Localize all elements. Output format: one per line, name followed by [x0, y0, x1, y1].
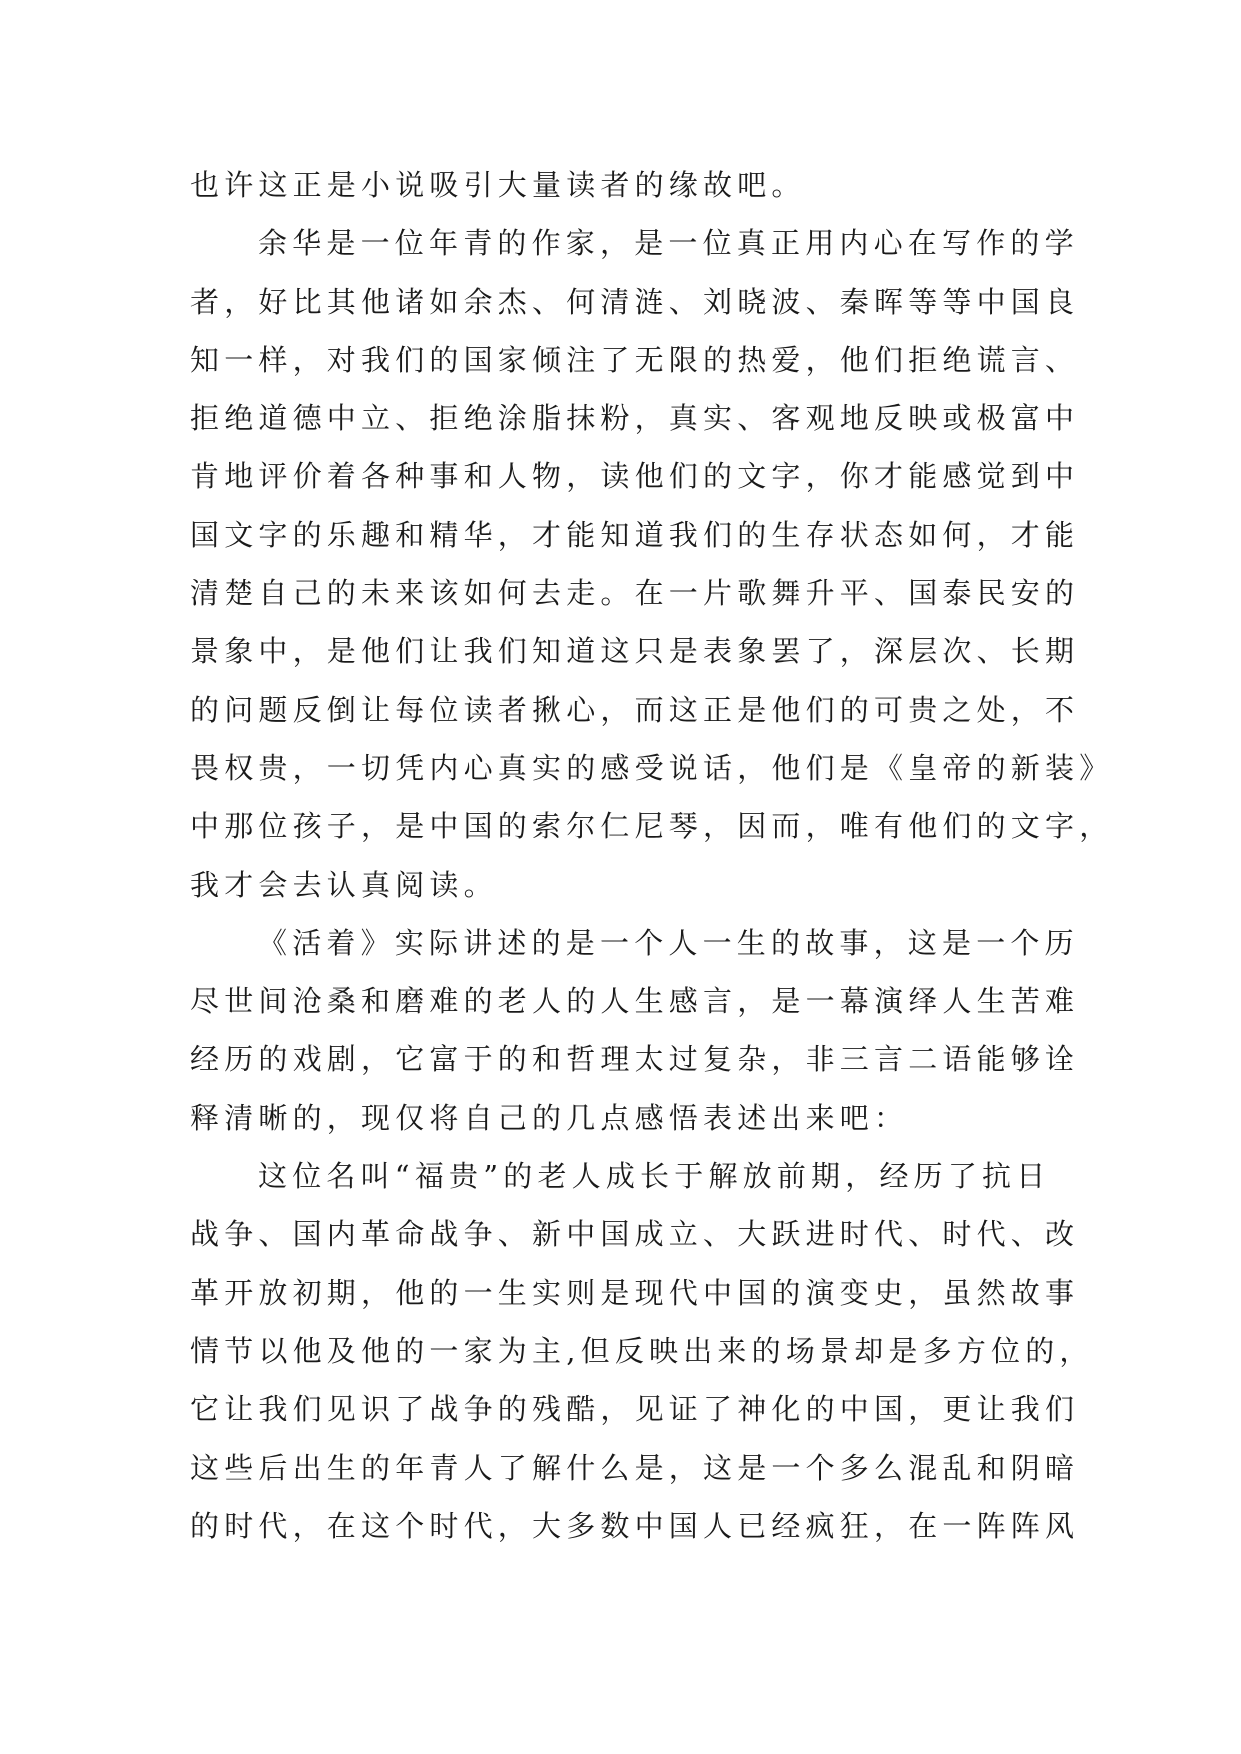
text-line: 肯地评价着各种事和人物，读他们的文字，你才能感觉到中 — [190, 459, 1080, 494]
text-line: 也许这正是小说吸引大量读者的缘故吧。 — [190, 168, 806, 202]
text-line: 者，好比其他诸如余杰、何清涟、刘晓波、秦晖等等中国良 — [190, 284, 1080, 319]
document-body — [190, 156, 1114, 1555]
text-line: 这位名叫“福贵”的老人成长于解放前期，经历了抗日 — [258, 1159, 1051, 1194]
text-line: 景象中，是他们让我们知道这只是表象罢了，深层次、长期 — [190, 634, 1080, 669]
text-line: 知一样，对我们的国家倾注了无限的热爱，他们拒绝谎言、 — [190, 342, 1080, 377]
text-line: 战争、国内革命战争、新中国成立、大跃进时代、时代、改 — [190, 1217, 1080, 1252]
text-line: 情节以他及他的一家为主,但反映出来的场景却是多方位的， — [190, 1333, 1094, 1368]
text-line: 的问题反倒让每位读者揪心，而这正是他们的可贵之处，不 — [190, 692, 1080, 727]
text-line: 经历的戏剧，它富于的和哲理太过复杂，非三言二语能够诠 — [190, 1042, 1080, 1077]
text-line: 这些后出生的年青人了解什么是，这是一个多么混乱和阴暗 — [190, 1450, 1080, 1485]
text-line: 清楚自己的未来该如何去走。在一片歌舞升平、国泰民安的 — [190, 576, 1080, 611]
text-line: 中那位孩子，是中国的索尔仁尼琴，因而，唯有他们的文字， — [190, 809, 1114, 844]
text-line: 释清晰的，现仅将自己的几点感悟表述出来吧： — [190, 1100, 909, 1135]
text-line: 国文字的乐趣和精华，才能知道我们的生存状态如何，才能 — [190, 517, 1080, 552]
text-line: 的时代，在这个时代，大多数中国人已经疯狂，在一阵阵风 — [190, 1508, 1080, 1543]
text-line: 它让我们见识了战争的残酷，见证了神化的中国，更让我们 — [190, 1392, 1080, 1427]
text-line: 拒绝道德中立、拒绝涂脂抹粉，真实、客观地反映或极富中 — [190, 401, 1080, 436]
text-line: 畏权贵，一切凭内心真实的感受说话，他们是《皇帝的新装》 — [190, 750, 1114, 785]
text-line: 《活着》实际讲述的是一个人一生的故事，这是一个历 — [258, 925, 1079, 960]
text-line: 余华是一位年青的作家，是一位真正用内心在写作的学 — [258, 226, 1079, 261]
text-line: 我才会去认真阅读。 — [190, 867, 498, 902]
text-line: 尽世间沧桑和磨难的老人的人生感言，是一幕演绎人生苦难 — [190, 984, 1080, 1019]
text-line: 革开放初期，他的一生实则是现代中国的演变史，虽然故事 — [190, 1275, 1080, 1310]
